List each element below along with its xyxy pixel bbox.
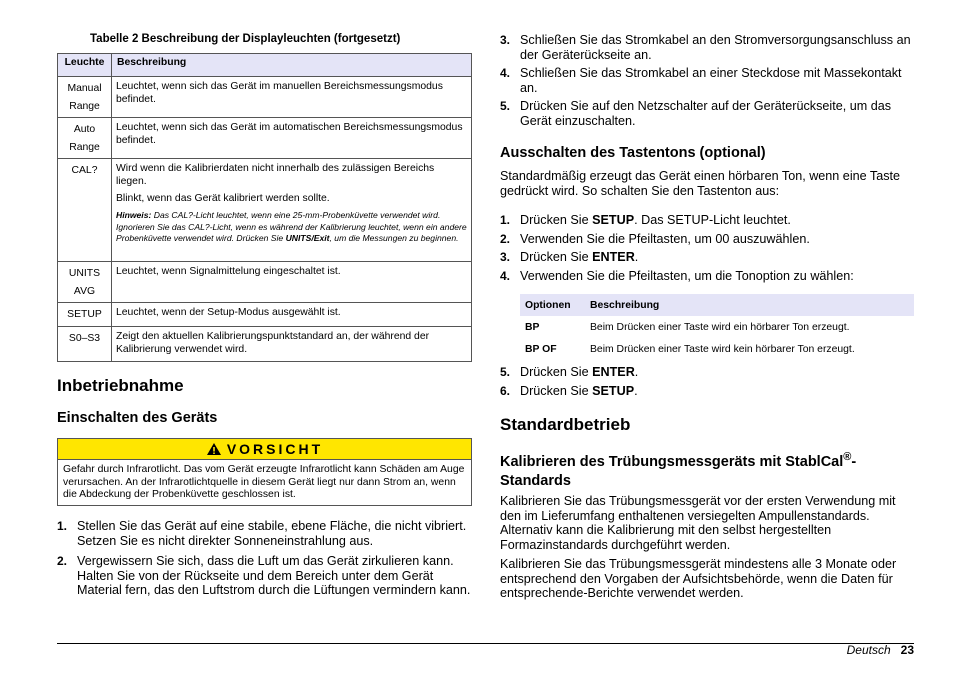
column-header-description: Beschreibung [112,54,472,77]
startup-steps-continued [500,33,914,128]
tone-options-table [520,294,914,360]
light-description: Leuchtet, wenn der Setup-Modus ausgewählt ist. [112,303,472,327]
list-item: 5. Drücken Sie ENTER. [500,365,639,379]
column-header-options: Optionen [520,294,585,316]
column-header-light: Leuchte [58,54,112,77]
light-name: UNITS AVG [58,262,112,303]
light-name: Auto Range [58,118,112,159]
table-row [58,159,472,262]
option-name: BP [525,321,540,333]
table-row [58,303,472,327]
list-item: 3. Drücken Sie ENTER. [500,250,639,264]
section-title-inbetriebnahme: Inbetriebnahme [57,376,184,395]
calibration-paragraph-2: Kalibrieren Sie das Trübungsmessgerät mindestens alle 3 Monate oder entsprechend den Vorgaben der Aufsichtsbehörde, wenn die Daten für entsprechende-Berichte verwendet werden. [500,557,897,600]
list-item: 1. Stellen Sie das Gerät auf eine stabile, ebene Fläche, die nicht vibriert. Setzen Sie es nicht direkter Sonneneinstrahlung aus. [57,519,467,548]
tone-steps-continued [500,365,914,398]
table-row [58,118,472,159]
warning-triangle-icon [206,441,222,461]
light-name: SETUP [58,303,112,327]
light-name: Manual Range [58,77,112,118]
caution-box [57,438,472,506]
table-row [58,327,472,362]
light-name: S0–S3 [58,327,112,362]
column-header-description: Beschreibung [585,294,914,316]
list-item: 4. Schließen Sie das Stromkabel an einer Steckdose mit Massekontakt an. [500,66,902,95]
light-name: CAL? [58,159,112,262]
light-description: Wird wenn die Kalibrierdaten nicht innerhalb des zulässigen Bereichs liegen. Blinkt, wenn das Gerät kalibriert werden sollte. Hinweis: Das CAL?-Licht leuchtet, wenn eine 25-mm-Probenküvette verwendet wird. Ignorieren Sie das CAL?-Licht, wenn es während der Kalibrierung leuchtet, wenn ein andere Probenküvette verwendet wird. Drücken Sie UNITS/Exit, um die Messungen zu beginnen. [112,159,472,262]
tone-steps [500,213,914,283]
display-lights-table [57,53,472,362]
caution-title: VORSICHT [226,441,324,457]
subsection-title-tastenton: Ausschalten des Tastentons (optional) [500,145,766,161]
table-row [58,77,472,118]
tone-intro: Standardmäßig erzeugt das Gerät einen hörbaren Ton, wenn eine Taste gedrückt wird. So schalten Sie den Tastenton aus: [500,169,900,198]
footer-language: Deutsch [846,643,891,657]
note: Hinweis: Das CAL?-Licht leuchtet, wenn eine 25-mm-Probenküvette verwendet wird. Ignorieren Sie das CAL?-Licht, wenn es während der Kalibrierung leuchtet, wenn ein andere Probenküvette verwendet wird. Drücken Sie UNITS/Exit, um die Messungen zu beginnen. [116,210,467,243]
list-item: 6. Drücken Sie SETUP. [500,383,638,398]
subsection-title-einschalten: Einschalten des Geräts [57,410,218,426]
list-item: 2. Vergewissern Sie sich, dass die Luft um das Gerät zirkulieren kann. Halten Sie von der Rückseite und dem Bereich unter dem Gerät Material fern, das den Luftstrom durch die Lüftungen vermindern kann. [57,554,471,597]
subsection-title-kalibrieren: Kalibrieren des Trübungsmessgeräts mit StablCal®- Standards [500,451,857,489]
calibration-paragraph-1: Kalibrieren Sie das Trübungsmessgerät vor der ersten Verwendung mit den im Lieferumfang enthaltenen versiegelten Ampullenstandards. Alternativ kann die Kalibrierung mit den selbst hergestellten Formazinstandards durchgeführt werden. [500,494,896,552]
table-row [58,262,472,303]
caution-text: Gefahr durch Infrarotlicht. Das vom Gerät erzeugte Infrarotlicht kann Schäden am Auge verursachen. An der Infrarotlichtquelle in diesem Gerät liegt nur dann Strom an, wenn die Abdeckung der Probenküvette geschlossen ist. [63,464,465,501]
table-header-row [58,54,472,77]
light-description: Zeigt den aktuellen Kalibrierungspunktstandard an, der während der Kalibrierung verwendet wird. [112,327,472,362]
caution-header [58,439,471,460]
light-description: Leuchtet, wenn Signalmittelung eingeschaltet ist. [112,262,472,303]
list-item: 1. Drücken Sie SETUP. Das SETUP-Licht leuchtet. [500,213,791,227]
startup-steps [57,519,472,598]
footer [847,643,914,657]
light-description: Leuchtet, wenn sich das Gerät im automatischen Bereichsmessungsmodus befindet. [112,118,472,159]
footer-rule [57,643,914,644]
page-number: 23 [900,643,914,657]
section-title-standardbetrieb: Standardbetrieb [500,415,631,434]
list-item: 2. Verwenden Sie die Pfeiltasten, um 00 auszuwählen. [500,231,810,246]
list-item: 5. Drücken Sie auf den Netzschalter auf der Geräterückseite, um das Gerät einzuschalten. [500,99,891,128]
list-item: 4. Verwenden Sie die Pfeiltasten, um die Tonoption zu wählen: [500,268,854,283]
table-caption: Tabelle 2 Beschreibung der Displayleuchten (fortgesetzt) [90,33,401,45]
table-row [520,338,914,360]
light-description: Leuchtet, wenn sich das Gerät im manuellen Bereichsmessungsmodus befindet. [112,77,472,118]
table-row [520,316,914,338]
option-description: Beim Drücken einer Taste wird ein hörbarer Ton erzeugt. [590,321,850,333]
table-header-row [520,294,914,316]
option-description: Beim Drücken einer Taste wird kein hörbarer Ton erzeugt. [590,343,855,355]
option-name: BP OF [525,343,557,355]
list-item: 3. Schließen Sie das Stromkabel an den Stromversorgungsanschluss an der Geräterückseite an. [500,33,911,62]
